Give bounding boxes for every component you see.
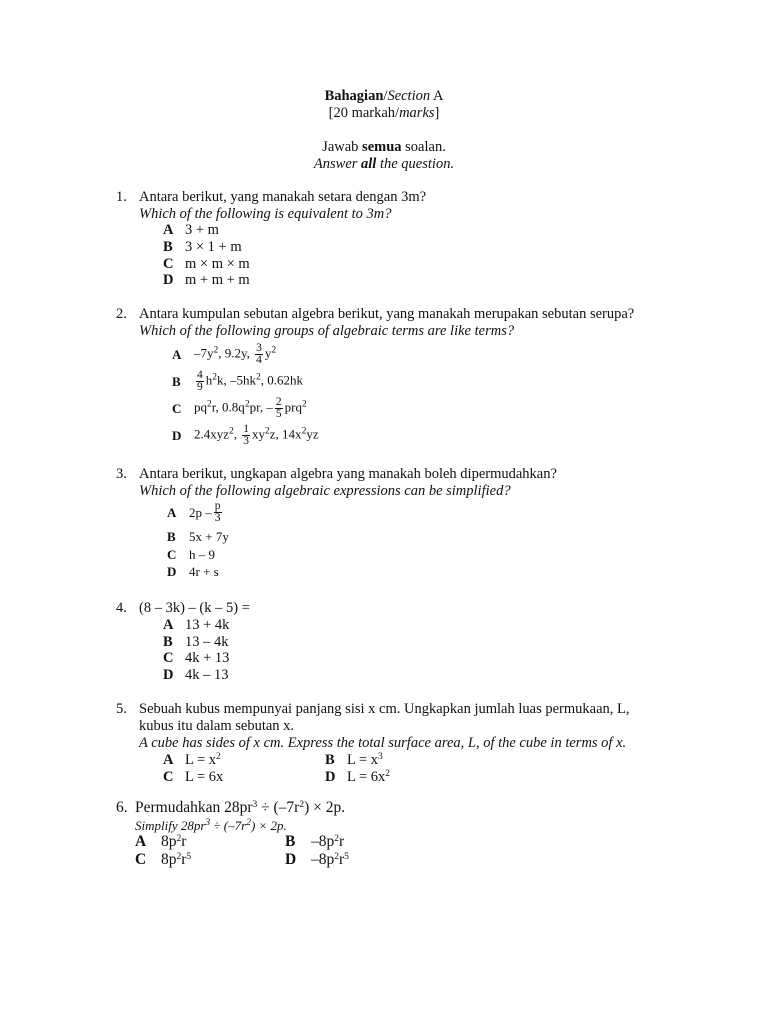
- option-label: C: [135, 851, 147, 868]
- fraction-denominator: 3: [214, 511, 221, 524]
- instr-en-bold: all: [361, 156, 377, 172]
- expr-part: pr, –: [249, 398, 273, 414]
- option-expression: [194, 370, 303, 393]
- option-text: 4k + 13: [185, 650, 230, 666]
- fraction: [255, 343, 263, 366]
- fraction: [242, 424, 250, 447]
- option-text: L = x: [347, 752, 378, 768]
- q2-option-b: [172, 368, 303, 394]
- q4-option-a: [163, 617, 229, 634]
- option-text: L = x: [185, 752, 216, 768]
- option-expression: [194, 397, 307, 420]
- expr-exp: 2: [271, 344, 277, 355]
- expr-part: r: [339, 851, 345, 868]
- q1-option-d: [163, 272, 250, 289]
- expr-part: ) × 2p.: [250, 818, 287, 833]
- marks-open: [20 markah/: [328, 105, 400, 121]
- option-label: A: [167, 504, 177, 520]
- fraction-denominator: 5: [275, 407, 282, 420]
- option-label: D: [163, 272, 174, 288]
- option-text: 4k – 13: [185, 667, 229, 683]
- fraction-numerator: 1: [243, 422, 250, 435]
- q6-option-c: [135, 851, 191, 868]
- marks-line: [0, 105, 768, 122]
- q4-option-d: [163, 667, 229, 684]
- option-label: B: [167, 529, 176, 544]
- instruction-en: [0, 156, 768, 173]
- q1-option-b: [163, 239, 242, 256]
- q3-option-b: [167, 528, 229, 545]
- option-expression: [194, 424, 319, 447]
- expr-part: ,: [233, 425, 241, 441]
- q6-stem-ms: [135, 799, 345, 816]
- option-text: 13 – 4k: [185, 634, 229, 650]
- q5-stem-ms-line2: kubus itu dalam sebutan x.: [139, 718, 295, 734]
- q3-number: 3.: [116, 466, 127, 482]
- q1-option-a: [163, 222, 219, 239]
- q5-stem-ms-line1: Sebuah kubus mempunyai panjang sisi x cm. Ungkapkan jumlah luas permukaan, L,: [139, 701, 630, 717]
- q4-option-b: [163, 634, 229, 651]
- expr-exp: 2: [301, 425, 307, 436]
- section-title-ms: Bahagian: [324, 88, 384, 104]
- expr-exp: 2: [213, 344, 219, 355]
- option-label: A: [163, 617, 174, 633]
- option-label: A: [135, 833, 147, 850]
- expr-part: , 0.62hk: [260, 371, 303, 387]
- q3-option-c: [167, 546, 215, 563]
- expr-exp: 2: [385, 769, 390, 779]
- option-text: h – 9: [189, 547, 215, 562]
- expr-part: Simplify 28pr: [135, 818, 206, 833]
- option-label: B: [325, 752, 335, 768]
- option-label: C: [163, 650, 174, 666]
- expr-part: xy: [252, 425, 266, 441]
- expr-exp: 5: [344, 852, 349, 862]
- q3-stem-ms: Antara berikut, ungkapan algebra yang manakah boleh dipermudahkan?: [139, 466, 557, 482]
- fraction-numerator: p: [214, 499, 221, 512]
- q6-stem-en: [135, 817, 287, 834]
- expr-exp: 2: [301, 398, 307, 409]
- option-label: A: [163, 752, 174, 768]
- q5-option-c: [163, 769, 223, 786]
- q1-stem-ms: Antara berikut, yang manakah setara dengan 3m?: [139, 189, 427, 205]
- expr-exp: 3: [378, 752, 383, 762]
- expr-exp: 2: [334, 852, 339, 862]
- q1-option-c: [163, 256, 250, 273]
- q2-stem-en: Which of the following groups of algebraic terms are like terms?: [139, 323, 515, 339]
- marks-italic: marks: [399, 105, 435, 121]
- q2-option-d: [172, 422, 319, 448]
- expr-part: ) × 2p.: [304, 799, 346, 816]
- expr-part: –8p: [311, 851, 335, 868]
- expr-part: r: [181, 851, 187, 868]
- option-label: C: [163, 769, 174, 785]
- option-label: D: [285, 851, 297, 868]
- expr-part: 2p –: [189, 504, 212, 520]
- option-label: B: [163, 239, 173, 255]
- option-label: A: [163, 222, 174, 238]
- option-label: C: [172, 400, 182, 416]
- option-text: 4r + s: [189, 564, 219, 579]
- expr-part: ÷ (–7r: [210, 818, 247, 833]
- expr-exp: 2: [256, 371, 261, 382]
- option-label: D: [163, 667, 174, 683]
- fraction-denominator: 9: [197, 380, 203, 393]
- expr-part: 8p: [161, 851, 177, 868]
- fraction: [196, 370, 204, 393]
- expr-exp: 2: [334, 834, 339, 844]
- option-label: D: [167, 564, 177, 579]
- expr-part: k, –5hk: [217, 371, 256, 387]
- fraction-numerator: 2: [275, 395, 282, 408]
- expr-part: yz: [306, 425, 319, 441]
- option-label: B: [163, 634, 173, 650]
- expr-part: prq: [284, 398, 302, 414]
- instr-en-1: Answer: [313, 156, 362, 172]
- option-text: m + m + m: [185, 272, 250, 288]
- expr-exp: 2: [244, 398, 250, 409]
- expr-exp: 3: [205, 818, 211, 828]
- option-text: 3 + m: [185, 222, 219, 238]
- q4-option-c: [163, 650, 229, 667]
- instr-ms-1: Jawab: [322, 139, 363, 155]
- expr-part: r: [181, 833, 187, 850]
- instr-en-2: the question.: [376, 156, 455, 172]
- option-label: C: [163, 256, 174, 272]
- fraction-numerator: 3: [256, 341, 262, 354]
- option-label: A: [172, 346, 182, 362]
- marks-close: ]: [434, 105, 440, 121]
- expr-exp: 2: [212, 371, 217, 382]
- option-text: 13 + 4k: [185, 617, 230, 633]
- expr-exp: 3: [252, 800, 258, 810]
- fraction: [275, 397, 283, 420]
- option-label: D: [325, 769, 336, 785]
- instr-ms-2: soalan.: [401, 139, 446, 155]
- expr-part: r: [339, 833, 345, 850]
- instr-ms-bold: semua: [362, 139, 402, 155]
- q3-option-a: [167, 498, 224, 526]
- expr-part: pq: [194, 398, 207, 414]
- expr-part: 2.4xyz: [194, 425, 230, 441]
- option-label: D: [172, 427, 182, 443]
- q4-number: 4.: [116, 600, 127, 616]
- section-letter: A: [430, 88, 444, 104]
- expr-part: 8p: [161, 833, 177, 850]
- expr-exp: 2: [246, 818, 251, 828]
- option-text: L = 6x: [185, 769, 224, 785]
- expr-part: , 9.2y,: [218, 344, 254, 360]
- section-title-en: Section: [387, 88, 431, 104]
- expr-part: Permudahkan 28pr: [135, 799, 253, 816]
- expr-part: y: [264, 344, 272, 360]
- expr-exp: 2: [299, 800, 305, 810]
- q3-option-d: [167, 563, 219, 580]
- q1-stem-en: Which of the following is equivalent to 3m?: [139, 206, 392, 222]
- option-expression: [194, 343, 276, 366]
- option-text: m × m × m: [185, 256, 250, 272]
- q6-option-b: [285, 833, 344, 850]
- expr-part: –7y: [194, 344, 214, 360]
- option-label: B: [285, 833, 296, 850]
- expr-exp: 2: [207, 398, 212, 409]
- fraction-denominator: 4: [256, 353, 262, 366]
- instruction-ms: [0, 139, 768, 156]
- option-label: C: [167, 547, 177, 562]
- q2-stem-ms: Antara kumpulan sebutan algebra berikut, yang manakah merupakan sebutan serupa?: [139, 306, 635, 322]
- expr-exp: 2: [176, 834, 182, 844]
- expr-exp: 2: [176, 852, 182, 862]
- fraction: [214, 501, 222, 524]
- section-title: [0, 88, 768, 105]
- q2-option-a: [172, 341, 276, 367]
- expr-part: r, 0.8q: [211, 398, 245, 414]
- q2-option-c: [172, 395, 307, 421]
- option-text: 3 × 1 + m: [185, 239, 242, 255]
- q5-option-d: [325, 769, 390, 786]
- option-label: B: [172, 373, 181, 389]
- q1-number: 1.: [116, 189, 127, 205]
- expr-exp: 2: [265, 425, 270, 436]
- q6-option-a: [135, 833, 186, 850]
- expr-part: z, 14x: [269, 425, 302, 441]
- q5-stem-en: A cube has sides of x cm. Express the total surface area, L, of the cube in terms of x.: [139, 735, 627, 751]
- q4-stem: (8 – 3k) – (k – 5) =: [139, 600, 250, 616]
- expr-exp: 5: [186, 852, 192, 862]
- q5-option-a: [163, 752, 221, 769]
- q2-number: 2.: [116, 306, 127, 322]
- q6-number: 6.: [116, 799, 128, 816]
- option-text: L = 6x: [347, 769, 386, 785]
- q5-option-b: [325, 752, 383, 769]
- expr-exp: 2: [216, 752, 221, 762]
- q5-number: 5.: [116, 701, 127, 717]
- option-text: 5x + 7y: [189, 529, 229, 544]
- expr-part: ÷ (–7r: [257, 799, 300, 816]
- section-sep: /: [383, 88, 388, 104]
- q3-stem-en: Which of the following algebraic expressions can be simplified?: [139, 483, 511, 499]
- expr-part: h: [205, 371, 213, 387]
- fraction-denominator: 3: [243, 434, 250, 447]
- expr-part: –8p: [311, 833, 335, 850]
- fraction-numerator: 4: [197, 368, 203, 381]
- q6-option-d: [285, 851, 349, 868]
- expr-exp: 2: [229, 425, 234, 436]
